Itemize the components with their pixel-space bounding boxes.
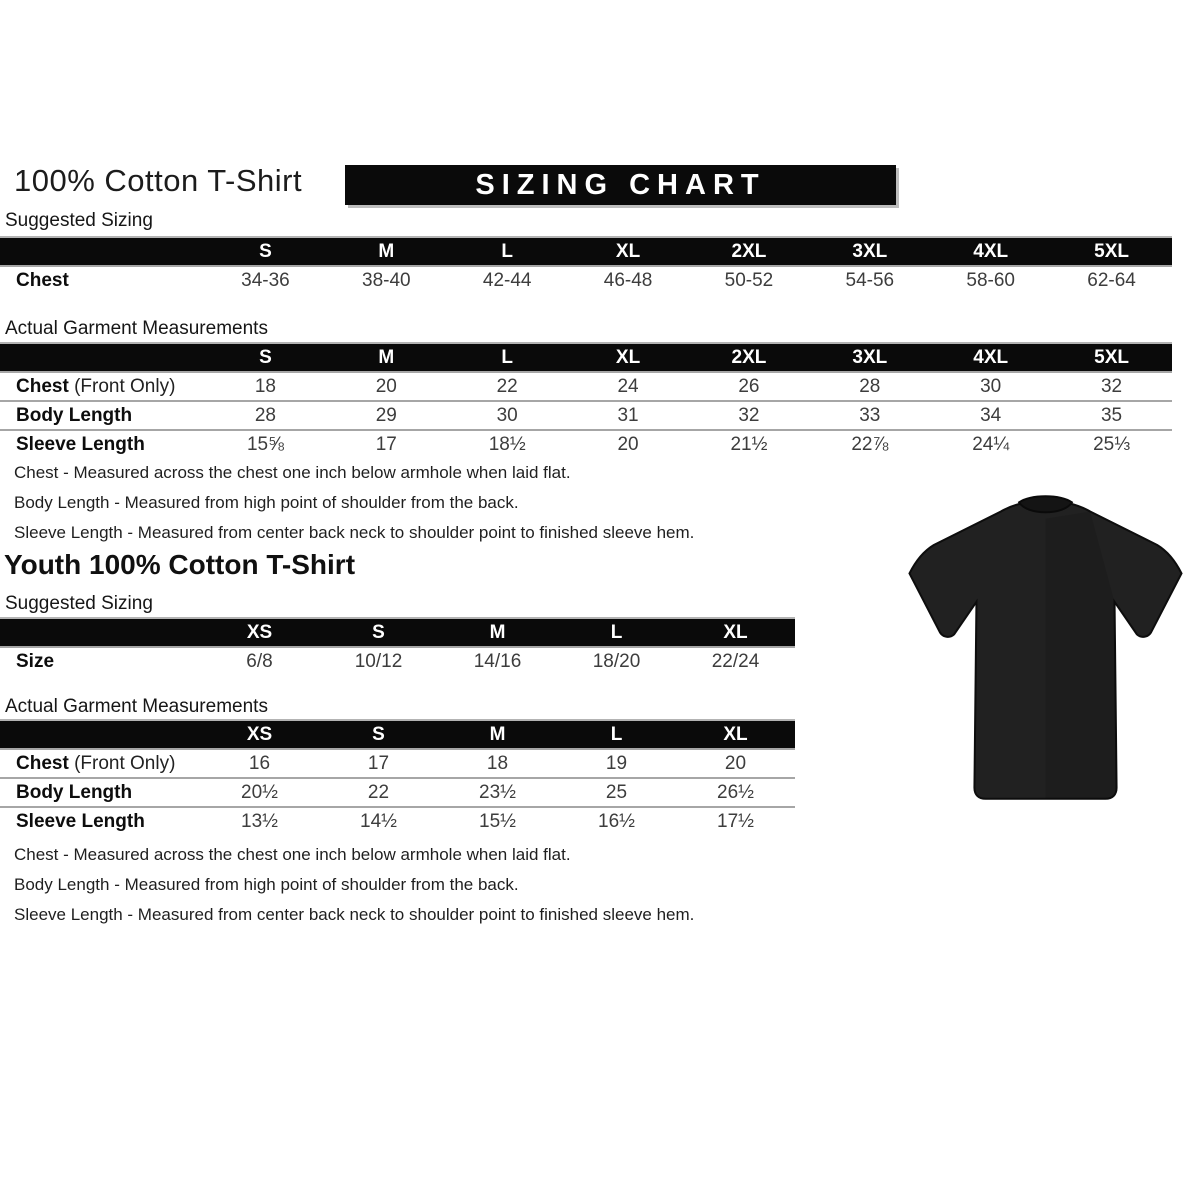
cell-value: 10/12 <box>319 647 438 675</box>
cell-value: 62-64 <box>1051 266 1172 294</box>
cell-value: 13½ <box>200 807 319 835</box>
youth-measurement-notes <box>14 840 694 930</box>
cell-value: 20½ <box>200 778 319 807</box>
cell-value: 18/20 <box>557 647 676 675</box>
youth-actual-measurements-label: Actual Garment Measurements <box>5 696 268 717</box>
column-header: 5XL <box>1051 343 1172 372</box>
cell-value: 24 <box>568 372 689 401</box>
header-row <box>0 237 1172 266</box>
column-header: M <box>438 720 557 749</box>
table-row <box>0 430 1172 458</box>
cell-value: 32 <box>689 401 810 430</box>
column-header: S <box>205 343 326 372</box>
tshirt-product-image <box>893 478 1198 813</box>
note-line: Body Length - Measured from high point of shoulder from the back. <box>14 875 519 894</box>
table-row <box>0 266 1172 294</box>
column-header: XS <box>200 618 319 647</box>
cell-value: 15⅝ <box>205 430 326 458</box>
page-title: 100% Cotton T-Shirt <box>14 163 303 198</box>
column-header: 3XL <box>809 343 930 372</box>
cell-value: 38-40 <box>326 266 447 294</box>
column-header: XL <box>676 618 795 647</box>
cell-value: 14½ <box>319 807 438 835</box>
column-header: L <box>447 343 568 372</box>
note-line: Chest - Measured across the chest one inch below armhole when laid flat. <box>14 845 571 864</box>
column-header: M <box>438 618 557 647</box>
cell-value: 26 <box>689 372 810 401</box>
note-line: Body Length - Measured from high point of shoulder from the back. <box>14 493 519 512</box>
table-row <box>0 778 795 807</box>
table-row <box>0 749 795 778</box>
cell-value: 17 <box>326 430 447 458</box>
sizing-chart-banner <box>345 165 896 205</box>
row-label: Sleeve Length <box>0 430 205 458</box>
adult-actual-measurements-table <box>0 342 1172 458</box>
header-row <box>0 720 795 749</box>
header-corner <box>0 343 205 372</box>
table-row <box>0 807 795 835</box>
cell-value: 28 <box>809 372 930 401</box>
cell-value: 30 <box>930 372 1051 401</box>
column-header: 3XL <box>809 237 930 266</box>
adult-suggested-sizing-table <box>0 236 1172 294</box>
table-row <box>0 401 1172 430</box>
sizing-chart-banner-label: SIZING CHART <box>475 168 766 201</box>
cell-value: 24¼ <box>930 430 1051 458</box>
header-row <box>0 618 795 647</box>
table-row <box>0 647 795 675</box>
cell-value: 31 <box>568 401 689 430</box>
cell-value: 15½ <box>438 807 557 835</box>
column-header: XL <box>568 343 689 372</box>
adult-actual-measurements-label: Actual Garment Measurements <box>5 318 268 339</box>
cell-value: 16½ <box>557 807 676 835</box>
cell-value: 22 <box>447 372 568 401</box>
cell-value: 20 <box>676 749 795 778</box>
column-header: M <box>326 343 447 372</box>
cell-value: 29 <box>326 401 447 430</box>
cell-value: 50-52 <box>689 266 810 294</box>
cell-value: 21½ <box>689 430 810 458</box>
column-header: XL <box>676 720 795 749</box>
column-header: 4XL <box>930 343 1051 372</box>
column-header: S <box>319 720 438 749</box>
cell-value: 17 <box>319 749 438 778</box>
cell-value: 22 <box>319 778 438 807</box>
cell-value: 19 <box>557 749 676 778</box>
cell-value: 18 <box>438 749 557 778</box>
column-header: 5XL <box>1051 237 1172 266</box>
youth-suggested-sizing-label: Suggested Sizing <box>5 593 153 614</box>
note-line: Sleeve Length - Measured from center back neck to shoulder point to finished sleeve hem. <box>14 905 695 924</box>
column-header: L <box>447 237 568 266</box>
column-header: XS <box>200 720 319 749</box>
youth-suggested-sizing-table <box>0 617 795 675</box>
cell-value: 14/16 <box>438 647 557 675</box>
adult-suggested-sizing-label: Suggested Sizing <box>5 210 153 231</box>
youth-actual-measurements-table <box>0 719 795 835</box>
column-header: L <box>557 720 676 749</box>
cell-value: 35 <box>1051 401 1172 430</box>
cell-value: 30 <box>447 401 568 430</box>
cell-value: 34-36 <box>205 266 326 294</box>
column-header: S <box>319 618 438 647</box>
cell-value: 54-56 <box>809 266 930 294</box>
cell-value: 16 <box>200 749 319 778</box>
cell-value: 23½ <box>438 778 557 807</box>
cell-value: 58-60 <box>930 266 1051 294</box>
cell-value: 34 <box>930 401 1051 430</box>
cell-value: 42-44 <box>447 266 568 294</box>
note-line: Sleeve Length - Measured from center back neck to shoulder point to finished sleeve hem. <box>14 523 695 542</box>
note-line: Chest - Measured across the chest one inch below armhole when laid flat. <box>14 463 571 482</box>
cell-value: 17½ <box>676 807 795 835</box>
row-label: Sleeve Length <box>0 807 200 835</box>
header-corner <box>0 720 200 749</box>
column-header: XL <box>568 237 689 266</box>
column-header: M <box>326 237 447 266</box>
column-header: 4XL <box>930 237 1051 266</box>
column-header: S <box>205 237 326 266</box>
cell-value: 20 <box>568 430 689 458</box>
row-label: Chest <box>0 266 205 294</box>
row-label: Body Length <box>0 401 205 430</box>
adult-measurement-notes <box>14 458 694 548</box>
column-header: 2XL <box>689 343 810 372</box>
row-label: Size <box>0 647 200 675</box>
cell-value: 20 <box>326 372 447 401</box>
header-corner <box>0 237 205 266</box>
cell-value: 18½ <box>447 430 568 458</box>
cell-value: 32 <box>1051 372 1172 401</box>
column-header: 2XL <box>689 237 810 266</box>
table-row <box>0 372 1172 401</box>
cell-value: 18 <box>205 372 326 401</box>
cell-value: 28 <box>205 401 326 430</box>
cell-value: 25⅓ <box>1051 430 1172 458</box>
header-row <box>0 343 1172 372</box>
cell-value: 22⅞ <box>809 430 930 458</box>
youth-title: Youth 100% Cotton T-Shirt <box>4 549 356 580</box>
cell-value: 6/8 <box>200 647 319 675</box>
cell-value: 22/24 <box>676 647 795 675</box>
row-label: Chest (Front Only) <box>0 372 205 401</box>
column-header: L <box>557 618 676 647</box>
cell-value: 26½ <box>676 778 795 807</box>
cell-value: 25 <box>557 778 676 807</box>
header-corner <box>0 618 200 647</box>
cell-value: 46-48 <box>568 266 689 294</box>
row-label: Body Length <box>0 778 200 807</box>
row-label: Chest (Front Only) <box>0 749 200 778</box>
cell-value: 33 <box>809 401 930 430</box>
